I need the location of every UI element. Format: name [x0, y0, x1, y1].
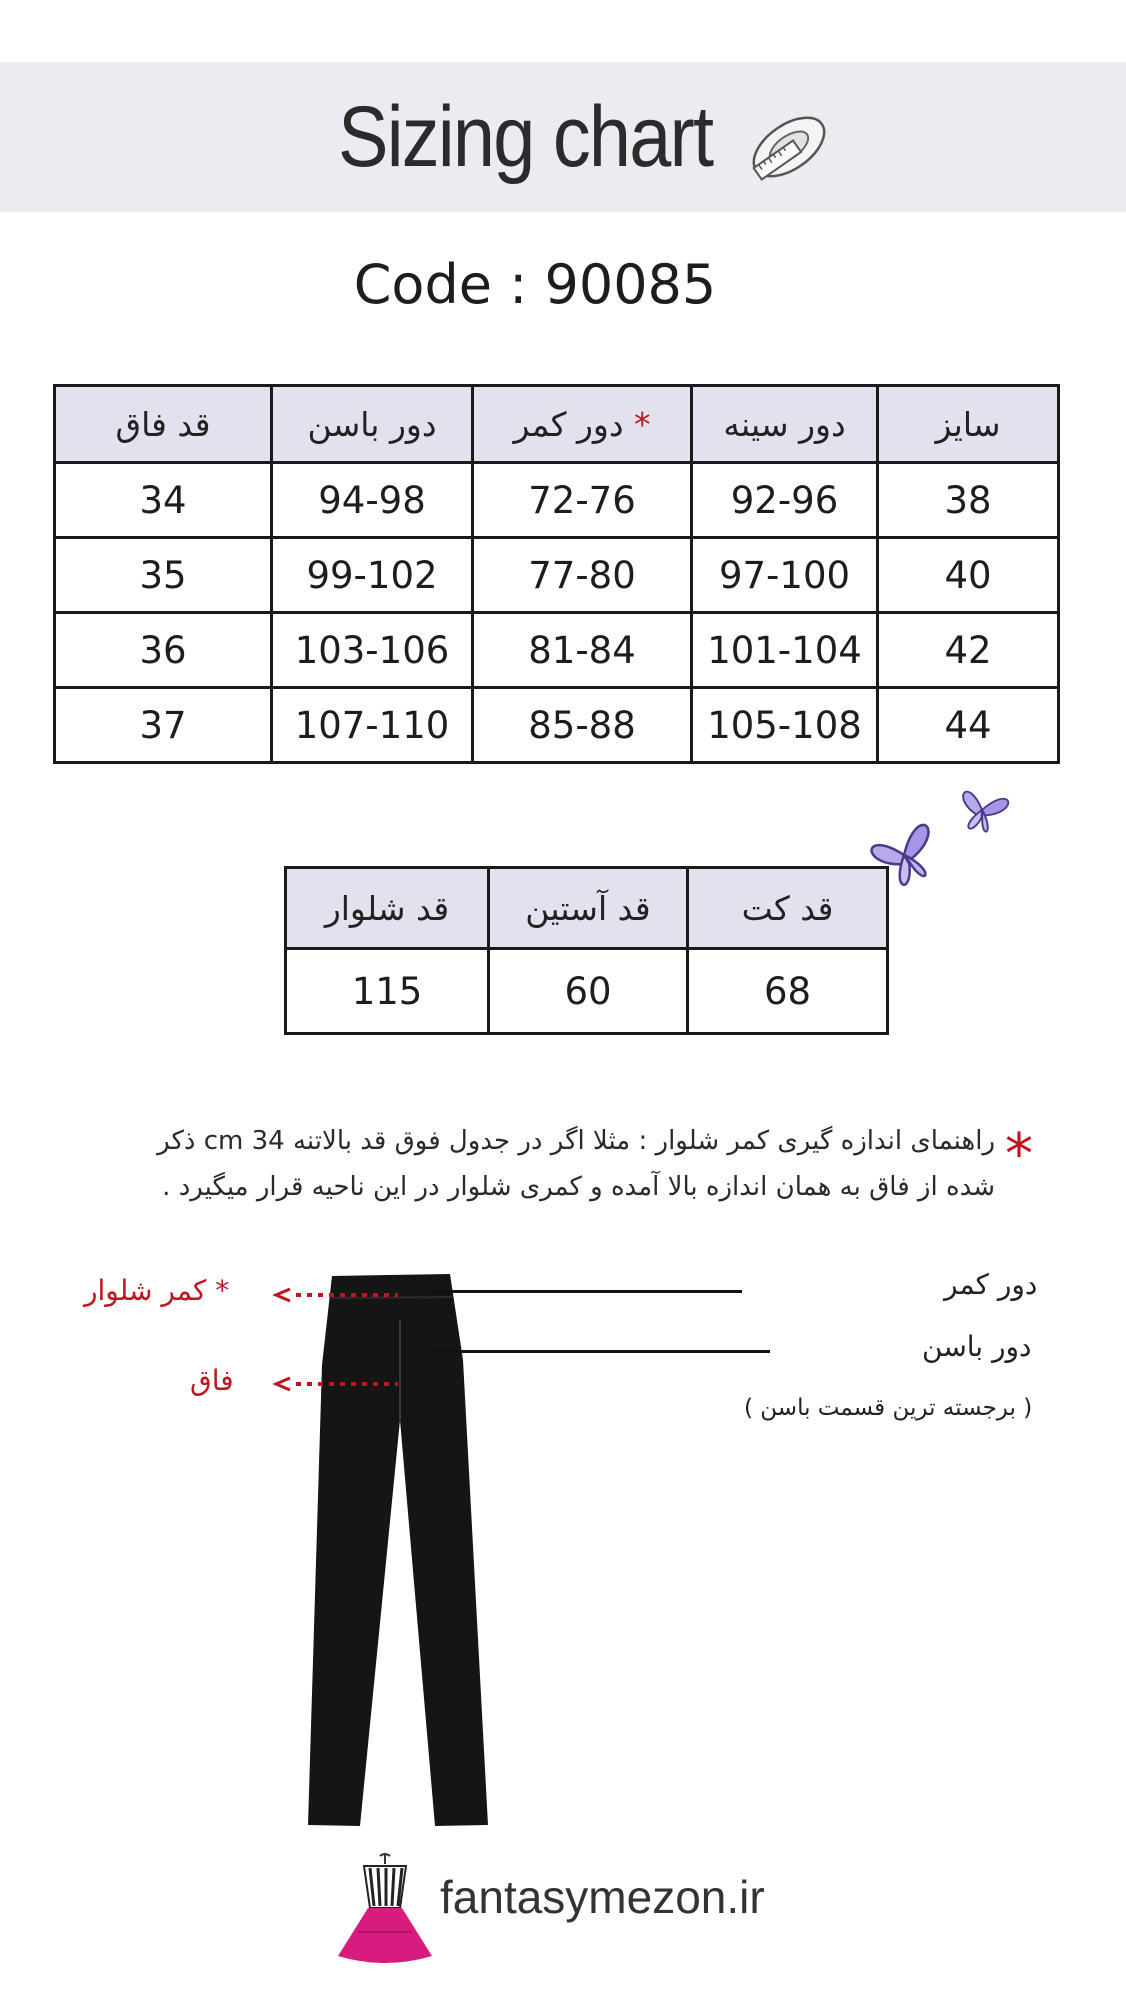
hip-label: دور باسن	[922, 1330, 1032, 1363]
measure-markers	[268, 1275, 408, 1395]
header-crotch-length: قد فاق	[55, 386, 272, 463]
size-table	[53, 384, 1060, 764]
crotch-cell: 35	[55, 538, 272, 613]
waist-cell: 77-80	[473, 538, 692, 613]
table-row	[55, 688, 1059, 763]
chest-cell: 92-96	[692, 463, 878, 538]
product-code: Code : 90085	[353, 253, 717, 316]
table-row	[286, 949, 888, 1034]
page-title: Sizing chart	[338, 89, 713, 185]
header-pants-length: قد شلوار	[286, 868, 489, 949]
crotch-label: فاق	[190, 1364, 234, 1397]
size-cell: 44	[878, 688, 1059, 763]
size-table-header-row	[55, 386, 1059, 463]
waist-cell: 85-88	[473, 688, 692, 763]
waist-label: دور کمر	[513, 404, 624, 444]
table-row	[55, 538, 1059, 613]
waist-star: *	[634, 404, 651, 444]
site-url[interactable]: fantasymezon.ir	[440, 1871, 765, 1923]
sleeve-length-cell: 60	[489, 949, 688, 1034]
waist-label: دور کمر	[944, 1268, 1038, 1301]
note-star: *	[1005, 1122, 1033, 1187]
garment-length-table	[284, 866, 889, 1035]
table-row	[55, 613, 1059, 688]
chest-cell: 97-100	[692, 538, 878, 613]
garment-header-row	[286, 868, 888, 949]
hip-note: ( برجسته ترین قسمت باسن )	[744, 1395, 1033, 1421]
pants-length-cell: 115	[286, 949, 489, 1034]
hip-guide-line	[430, 1350, 770, 1353]
crotch-cell: 34	[55, 463, 272, 538]
crotch-cell: 36	[55, 613, 272, 688]
measurement-note	[95, 1118, 995, 1210]
chest-cell: 101-104	[692, 613, 878, 688]
note-line-1: راهنمای اندازه گیری کمر شلوار : مثلا اگر در جدول فوق قد بالاتنه 34 cm ذکر	[157, 1126, 995, 1156]
waist-cell: 81-84	[473, 613, 692, 688]
size-cell: 42	[878, 613, 1059, 688]
pants-waist-label: * کمر شلوار	[84, 1274, 230, 1307]
dress-logo-icon	[330, 1852, 440, 1967]
note-line-2: شده از فاق به همان اندازه بالا آمده و کمری شلوار در این ناحیه قرار میگیرد .	[162, 1172, 995, 1202]
hip-cell: 94-98	[272, 463, 473, 538]
hip-cell: 99-102	[272, 538, 473, 613]
header-size: سایز	[878, 386, 1059, 463]
header-jacket-length: قد کت	[688, 868, 888, 949]
waist-guide-line	[432, 1290, 742, 1293]
waist-cell: 72-76	[473, 463, 692, 538]
header-waist	[473, 386, 692, 463]
jacket-length-cell: 68	[688, 949, 888, 1034]
size-cell: 40	[878, 538, 1059, 613]
measuring-tape-icon	[742, 100, 837, 195]
size-cell: 38	[878, 463, 1059, 538]
header-sleeve-length: قد آستین	[489, 868, 688, 949]
hip-cell: 103-106	[272, 613, 473, 688]
header-chest: دور سینه	[692, 386, 878, 463]
chest-cell: 105-108	[692, 688, 878, 763]
hip-cell: 107-110	[272, 688, 473, 763]
crotch-cell: 37	[55, 688, 272, 763]
header-hip: دور باسن	[272, 386, 473, 463]
table-row	[55, 463, 1059, 538]
